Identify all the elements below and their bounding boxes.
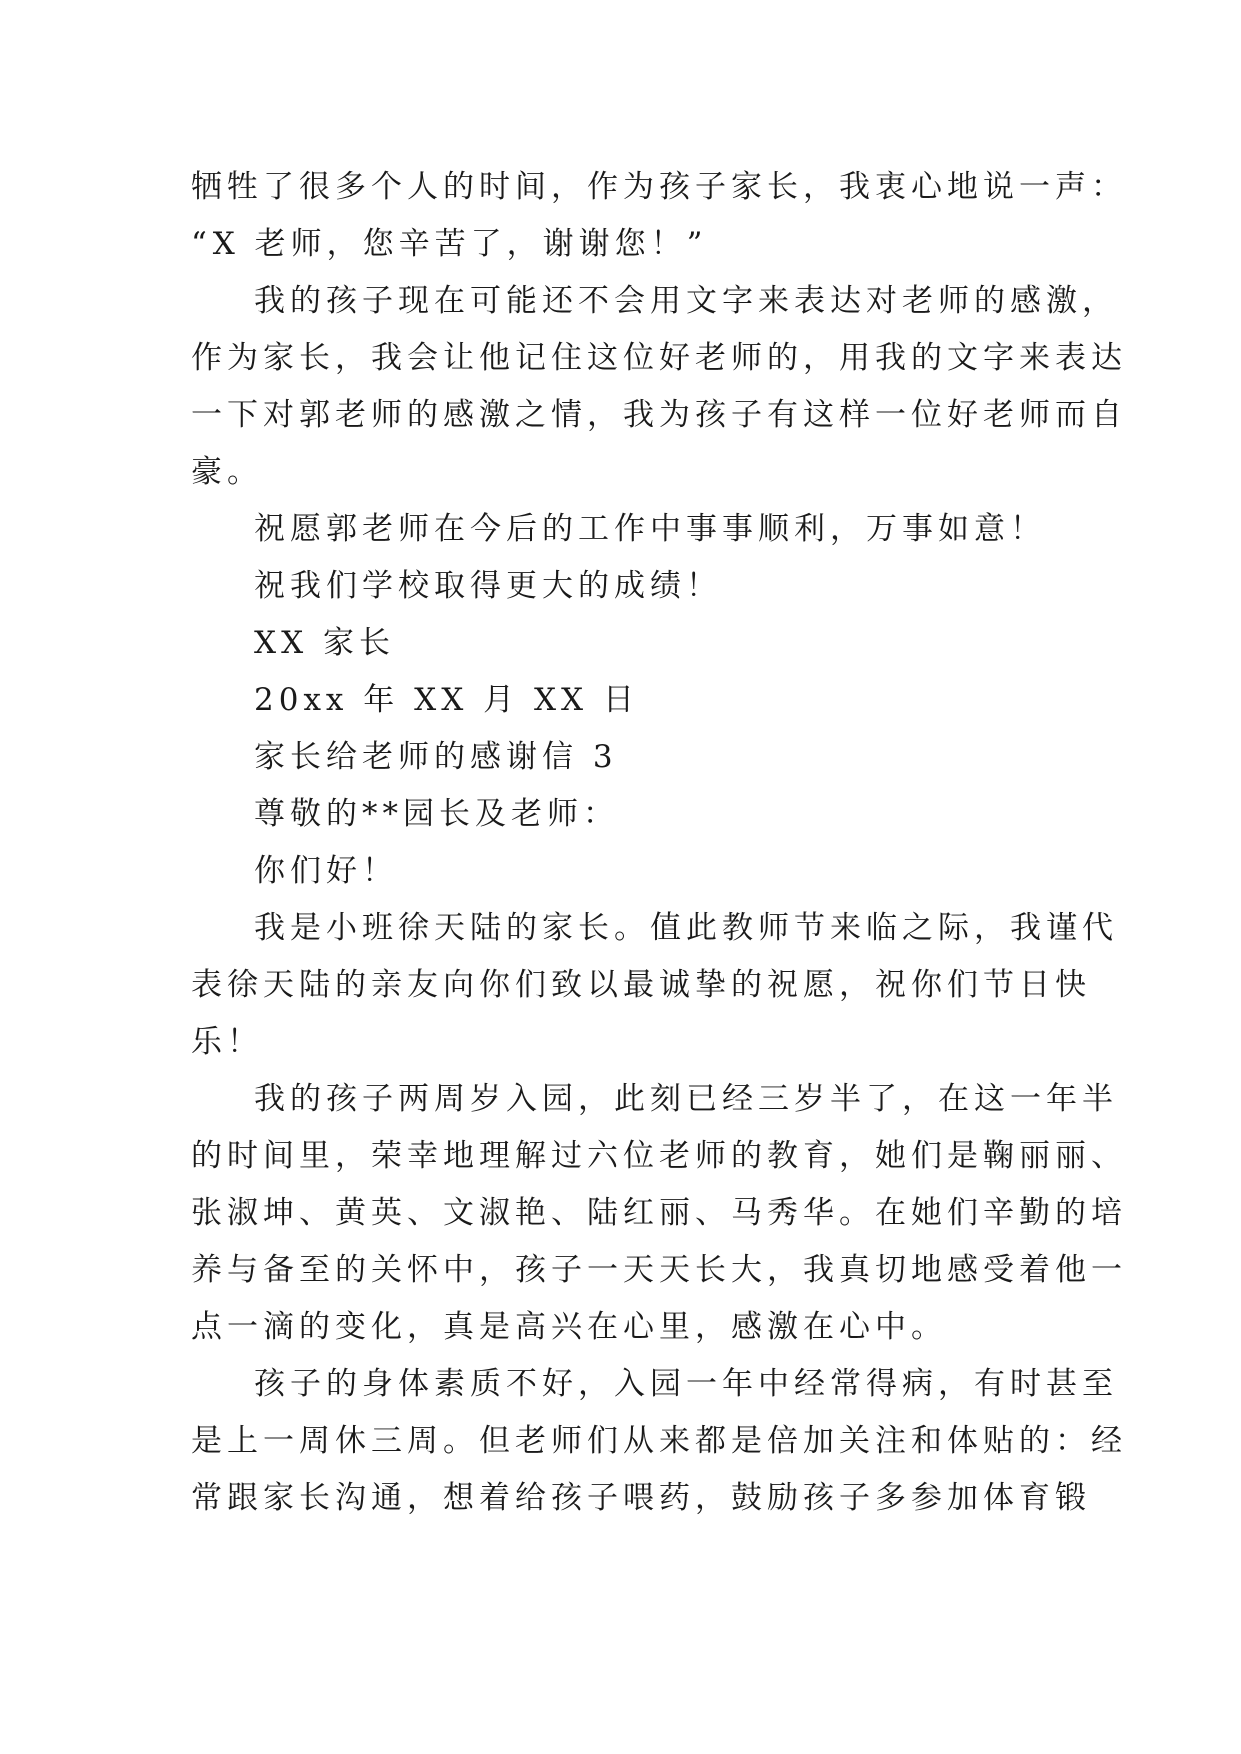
text-line: 常跟家长沟通，想着给孩子喂药，鼓励孩子多参加体育锻 [191,1480,1091,1516]
text-line: 养与备至的关怀中，孩子一天天长大，我真切地感受着他一 [191,1252,1127,1288]
salutation: 尊敬的**园长及老师： [254,796,619,832]
signature-line: XX 家长 [254,625,395,661]
greeting: 你们好！ [254,853,398,889]
text-line: 乐！ [191,1024,263,1060]
date-line: 20xx 年 XX 月 XX 日 [254,682,639,718]
paragraph-first-line: 祝我们学校取得更大的成绩！ [254,568,722,604]
text-line: 张淑坤、黄英、文淑艳、陆红丽、马秀华。在她们辛勤的培 [191,1195,1127,1231]
text-line: 豪。 [191,454,263,490]
paragraph-first-line: 我的孩子两周岁入园，此刻已经三岁半了，在这一年半 [254,1081,1118,1117]
text-line: 点一滴的变化，真是高兴在心里，感激在心中。 [191,1309,947,1345]
text-line: 表徐天陆的亲友向你们致以最诚挚的祝愿，祝你们节日快 [191,967,1091,1003]
section-title: 家长给老师的感谢信 3 [254,739,618,775]
paragraph-first-line: 孩子的身体素质不好，入园一年中经常得病，有时甚至 [254,1366,1118,1402]
paragraph-first-line: 我是小班徐天陆的家长。值此教师节来临之际，我谨代 [254,910,1118,946]
paragraph-first-line: 祝愿郭老师在今后的工作中事事顺利，万事如意！ [254,511,1046,547]
text-line: 牺牲了很多个人的时间，作为孩子家长，我衷心地说一声： [191,169,1127,205]
paragraph-first-line: 我的孩子现在可能还不会用文字来表达对老师的感激， [254,283,1118,319]
text-line: 是上一周休三周。但老师们从来都是倍加关注和体贴的：经 [191,1423,1127,1459]
text-line: 作为家长，我会让他记住这位好老师的，用我的文字来表达 [191,340,1127,376]
text-line: “X 老师，您辛苦了，谢谢您！” [191,226,708,262]
text-line: 一下对郭老师的感激之情，我为孩子有这样一位好老师而自 [191,397,1127,433]
text-line: 的时间里，荣幸地理解过六位老师的教育，她们是鞠丽丽、 [191,1138,1127,1174]
